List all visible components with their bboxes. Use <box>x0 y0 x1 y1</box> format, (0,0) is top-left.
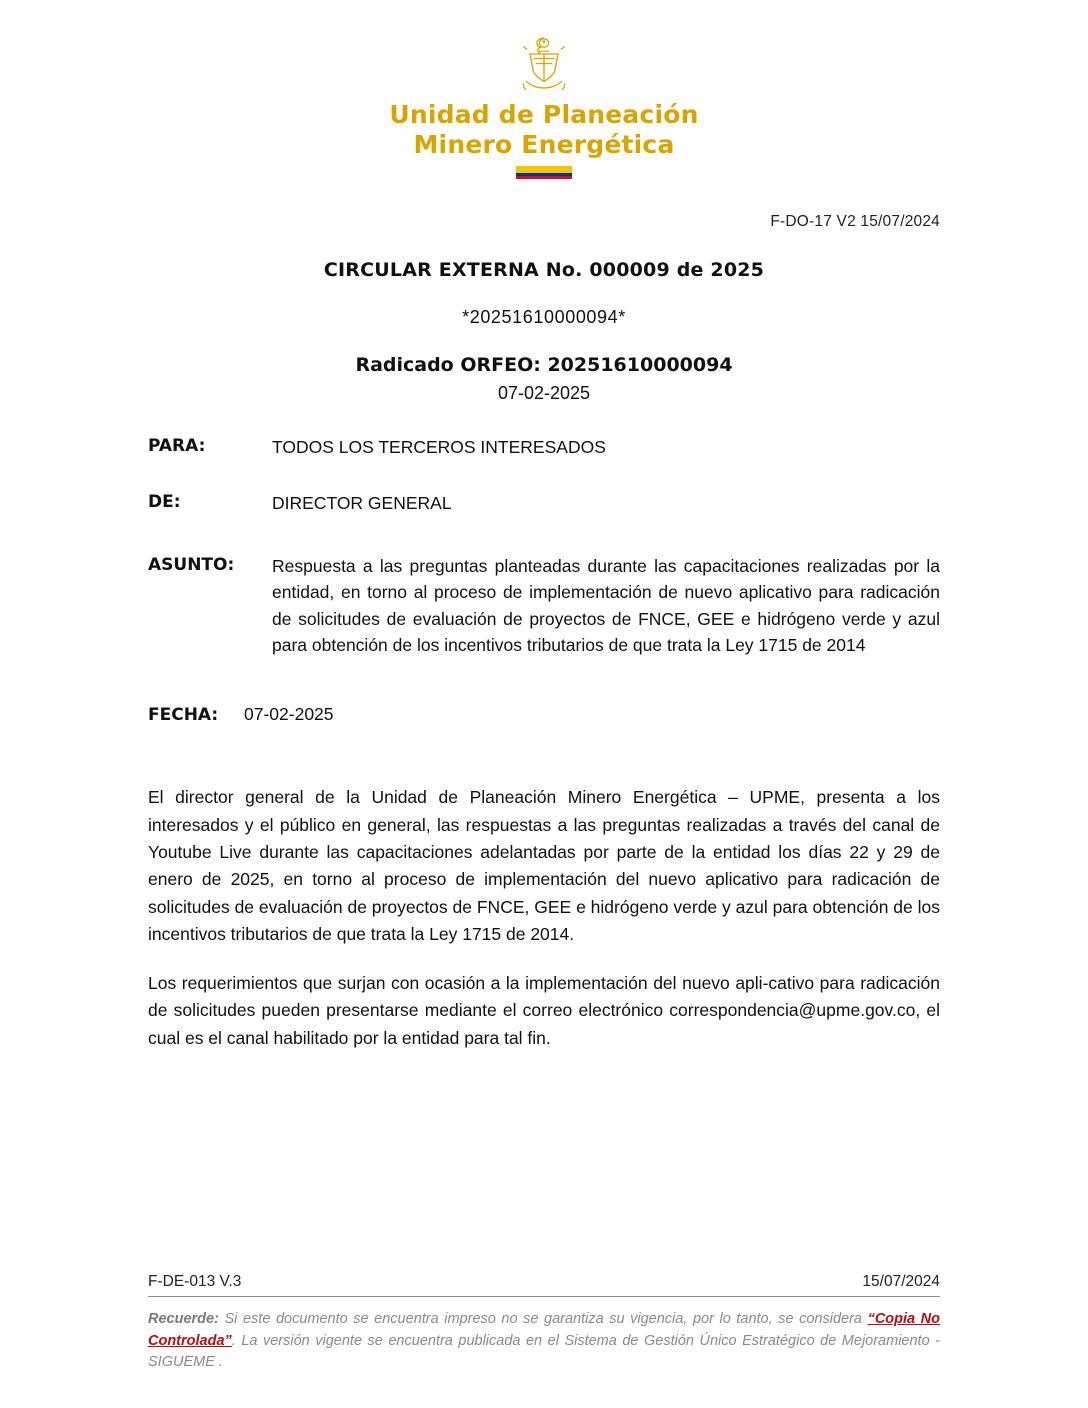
field-de <box>148 490 940 516</box>
footer-note-lead: Recuerde: <box>148 1310 219 1327</box>
footer-left-code: F-DE-013 V.3 <box>148 1272 242 1290</box>
barcode-number: *20251610000094* <box>462 307 626 327</box>
document-header <box>0 0 1088 179</box>
field-asunto-label: ASUNTO: <box>148 554 235 575</box>
field-asunto-value: Respuesta a las preguntas planteadas durante las capacitaciones realizadas por la entidad, en torno al proceso de implementación de nuevo aplicativo para radicación de solicitudes de evaluación de proyectos de FNCE, GEE e hidrógeno verde y azul para obtención de los incentivos tributarios de que trata la Ley 1715 de 2014 <box>272 555 940 656</box>
document-body <box>148 784 940 1052</box>
footer-disclaimer <box>148 1309 940 1374</box>
field-para <box>148 434 940 460</box>
page-title: CIRCULAR EXTERNA No. 000009 de 2025 <box>323 259 765 281</box>
logo-text <box>0 100 1088 159</box>
field-de-value: DIRECTOR GENERAL <box>272 493 452 514</box>
form-code-header: F-DO-17 V2 15/07/2024 <box>770 213 940 230</box>
footer-right-date: 15/07/2024 <box>862 1272 940 1290</box>
field-fecha-value: 07-02-2025 <box>244 703 334 724</box>
field-de-label: DE: <box>148 492 181 513</box>
document-footer <box>148 1273 940 1374</box>
radicado-date: 07-02-2025 <box>497 383 591 403</box>
body-paragraph-1: El director general de la Unidad de Planeación Minero Energética – UPME, presenta a los interesados y el público en general, las respuestas a las preguntas realizadas a través del canal de Youtube Live durante las capacitaciones adelantadas por parte de la entidad los días 22 y 29 de enero de 2025, en torno al proceso de implementación del nuevo aplicativo para radicación de solicitudes de evaluación de proyectos de FNCE, GEE e hidrógeno verde y azul para obtención de los incentivos tributarios de que trata la Ley 1715 de 2014. <box>148 787 940 944</box>
colombia-coat-of-arms-icon <box>513 34 575 96</box>
logo-line-2: Minero Energética <box>413 129 675 159</box>
field-fecha <box>148 701 940 729</box>
field-fecha-label: FECHA: <box>148 704 219 725</box>
logo-line-1: Unidad de Planeación <box>389 100 699 129</box>
field-para-label: PARA: <box>148 436 206 456</box>
footer-code-line <box>148 1273 940 1297</box>
field-asunto <box>148 553 940 659</box>
colombia-flag-icon <box>516 166 572 179</box>
body-paragraph-2: Los requerimientos que surjan con ocasión a la implementación del nuevo apli-cativo para radicación de solicitudes pueden presentarse mediante el correo electrónico correspondencia@upme.gov.co, el cual es el canal habilitado por la entidad para tal fin. <box>148 973 940 1048</box>
footer-note-part1: Si este documento se encuentra impreso no se garantiza su vigencia, por lo tanto, se considera <box>218 1310 868 1327</box>
footer-note-copia-no-controlada: “Copia No Controlada” <box>148 1310 941 1349</box>
footer-note-part2: . La versión vigente se encuentra publicada en el Sistema de Gestión Único Estratégico de Mejoramiento - SIGUEME . <box>148 1332 940 1371</box>
radicado-orfeo: Radicado ORFEO: 20251610000094 <box>355 354 733 376</box>
field-para-value: TODOS LOS TERCEROS INTERESADOS <box>272 437 606 457</box>
